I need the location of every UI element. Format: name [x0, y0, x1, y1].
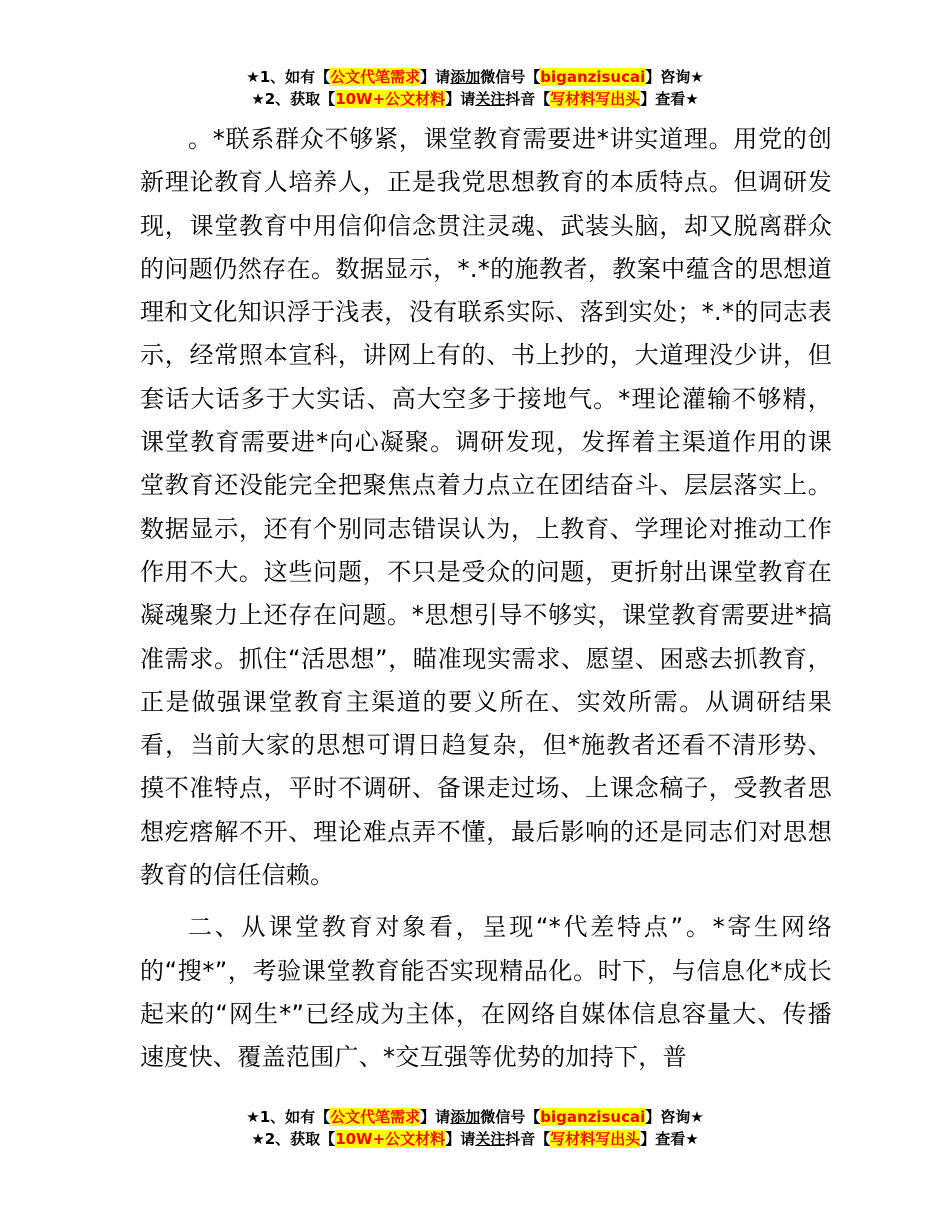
- highlighted-text: 公文代笔需求: [330, 1108, 421, 1126]
- banner-text: 】查看★: [640, 90, 699, 108]
- banner-text: 抖音【: [505, 90, 551, 108]
- banner-text: 】请: [445, 90, 476, 108]
- underlined-text: 关注: [475, 90, 506, 108]
- banner-line-1: [0, 66, 950, 88]
- banner-text: 】请: [420, 1108, 451, 1126]
- banner-text: ★1、如有【: [246, 68, 331, 86]
- banner-text: 】查看★: [640, 1130, 699, 1148]
- highlighted-text: 10W+公文材料: [335, 90, 446, 108]
- banner-text: 】请: [420, 68, 451, 86]
- highlighted-text: 10W+公文材料: [335, 1130, 446, 1148]
- wechat-id-highlight: biganzisucai: [540, 68, 646, 86]
- header-banner: [0, 66, 950, 110]
- banner-text: 】咨询★: [645, 68, 704, 86]
- banner-text: 抖音【: [505, 1130, 551, 1148]
- banner-line-2: [0, 1128, 950, 1150]
- banner-text: ★2、获取【: [251, 1130, 336, 1148]
- douyin-id-highlight: 写材料写出头: [550, 90, 641, 108]
- banner-text: 微信号【: [480, 68, 541, 86]
- underlined-text: 关注: [475, 1130, 506, 1148]
- underlined-text: 添加: [450, 68, 481, 86]
- banner-text: ★2、获取【: [251, 90, 336, 108]
- footer-banner: [0, 1106, 950, 1150]
- document-body: [140, 118, 832, 1080]
- body-paragraph: 二、从课堂教育对象看，呈现“*代差特点”。*寄生网络的“搜*”，考验课堂教育能否实现精品化。时下，与信息化*成长起来的“网生*”已经成为主体，在网络自媒体信息容量大、传播速度快、覆盖范围广、*交互强等优势的加持下，普: [140, 913, 832, 1072]
- douyin-id-highlight: 写材料写出头: [550, 1130, 641, 1148]
- banner-text: ★1、如有【: [246, 1108, 331, 1126]
- wechat-id-highlight: biganzisucai: [540, 1108, 646, 1126]
- body-paragraph: 。*联系群众不够紧，课堂教育需要进*讲实道理。用党的创新理论教育人培养人，正是我党思想教育的本质特点。但调研发现，课堂教育中用信仰信念贯注灵魂、武装头脑，却又脱离群众的问题仍然存在。数据显示，*.*的施教者，教案中蕴含的思想道理和文化知识浮于浅表，没有联系实际、落到实处；*.*的同志表示，经常照本宣科，讲网上有的、书上抄的，大道理没少讲，但套话大话多于大实话、高大空多于接地气。*理论灌输不够精，课堂教育需要进*向心凝聚。调研发现，发挥着主渠道作用的课堂教育还没能完全把聚焦点着力点立在团结奋斗、层层落实上。数据显示，还有个别同志错误认为，上教育、学理论对推动工作作用不大。这些问题，不只是受众的问题，更折射出课堂教育在凝魂聚力上还存在问题。*思想引导不够实，课堂教育需要进*搞准需求。抓住“活思想”，瞄准现实需求、愿望、困惑去抓教育，正是做强课堂教育主渠道的要义所在、实效所需。从调研结果看，当前大家的思想可谓日趋复杂，但*施教者还看不清形势、摸不准特点，平时不调研、备课走过场、上课念稿子，受教者思想疙瘩解不开、理论难点弄不懂，最后影响的还是同志们对思想教育的信任信赖。: [140, 125, 832, 890]
- underlined-text: 添加: [450, 1108, 481, 1126]
- banner-text: 微信号【: [480, 1108, 541, 1126]
- banner-line-1: [0, 1106, 950, 1128]
- highlighted-text: 公文代笔需求: [330, 68, 421, 86]
- banner-text: 】请: [445, 1130, 476, 1148]
- banner-line-2: [0, 88, 950, 110]
- banner-text: 】咨询★: [645, 1108, 704, 1126]
